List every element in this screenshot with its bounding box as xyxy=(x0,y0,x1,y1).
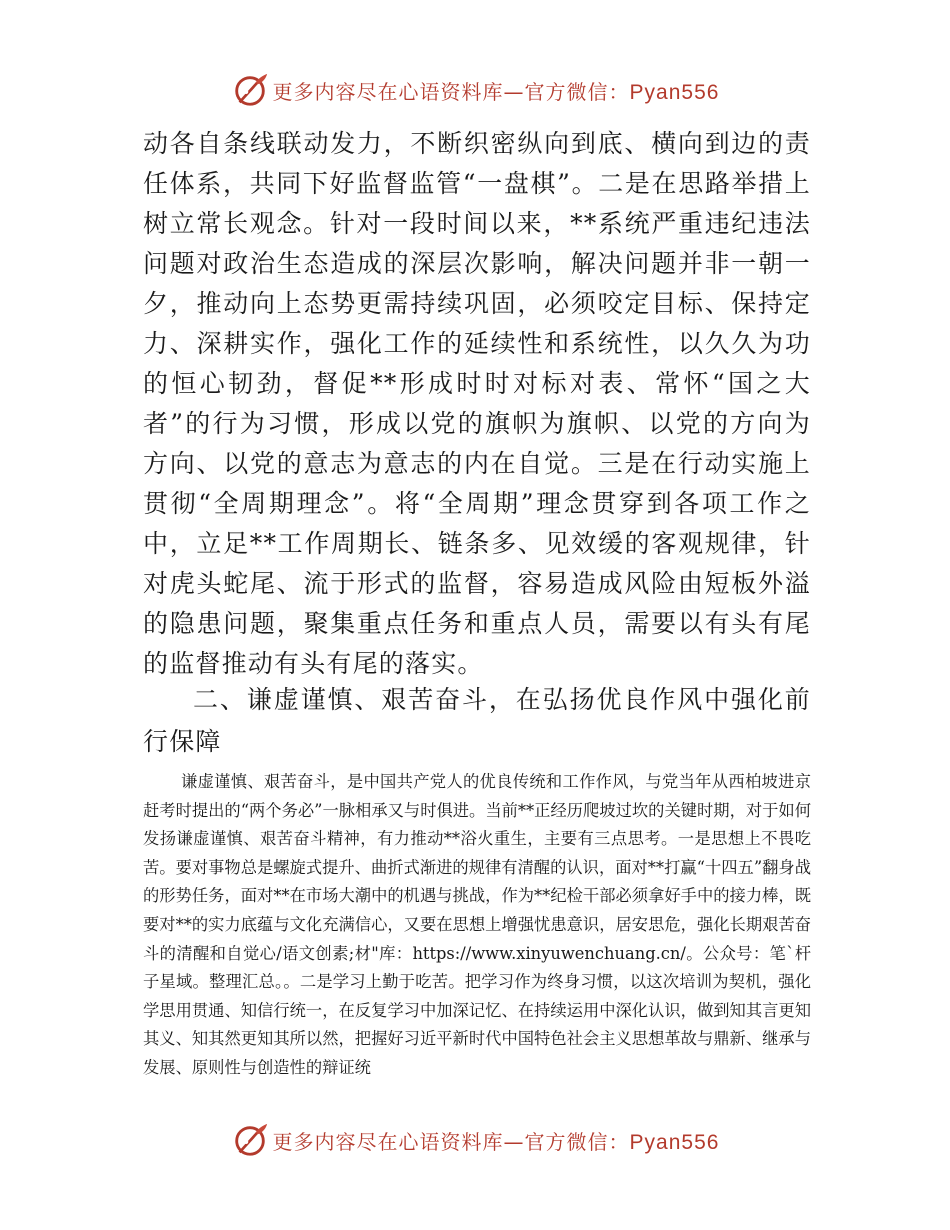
header-watermark-banner xyxy=(0,68,950,112)
body-paragraph-2: 谦虚谨慎、艰苦奋斗，是中国共产党人的优良传统和工作作风，与党当年从西柏坡进京赶考时提出的“两个务必”一脉相承又与时俱进。当前**正经历爬坡过坎的关键时期，对于如何发扬谦虚谨慎、艰苦奋斗精神，有力推动**浴火重生，主要有三点思考。一是思想上不畏吃苦。要对事物总是螺旋式提升、曲折式渐进的规律有清醒的认识，面对**打赢“十四五”翻身战的形势任务，面对**在市场大潮中的机遇与挑战，作为**纪检干部必须拿好手中的接力棒，既要对**的实力底蕴与文化充满信心，又要在思想上增强忧患意识，居安思危，强化长期艰苦奋斗的清醒和自觉心/语文创素;材"库：https://www.xinyuwenchuang.cn/。公众号：笔`杆子星域。整理汇总。。二是学习上勤于吃苦。把学习作为终身习惯，以这次培训为契机，强化学思用贯通、知信行统一，在反复学习中加深记忆、在持续运用中深化认识，做到知其言更知其义、知其然更知其所以然，把握好习近平新时代中国特色社会主义思想革故与鼎新、继承与发展、原则性与创造性的辩证统 xyxy=(143,772,811,1077)
footer-watermark-banner xyxy=(0,1118,950,1162)
wechat-id: Pyan556 xyxy=(629,1130,720,1154)
quill-pen-logo-icon xyxy=(231,1121,269,1159)
body-paragraph-1: 动各自条线联动发力，不断织密纵向到底、横向到边的责任体系，共同下好监督监管“一盘棋”。二是在思路举措上树立常长观念。针对一段时间以来，**系统严重违纪违法问题对政治生态造成的深层次影响，解决问题并非一朝一夕，推动向上态势更需持续巩固，必须咬定目标、保持定力、深耕实作，强化工作的延续性和系统性，以久久为功的恒心韧劲，督促**形成时时对标对表、常怀“国之大者”的行为习惯，形成以党的旗帜为旗帜、以党的方向为方向、以党的意志为意志的内在自觉。三是在行动实施上贯彻“全周期理念”。将“全周期”理念贯穿到各项工作之中，立足**工作周期长、链条多、见效缓的客观规律，针对虎头蛇尾、流于形式的监督，容易造成风险由短板外溢的隐患问题，聚集重点任务和重点人员，需要以有头有尾的监督推动有头有尾的落实。 xyxy=(143,129,811,678)
watermark-text: 更多内容尽在心语资料库—官方微信：Pyan556 xyxy=(272,79,720,104)
watermark-text: 更多内容尽在心语资料库—官方微信：Pyan556 xyxy=(272,1129,720,1154)
wechat-id: Pyan556 xyxy=(629,80,720,104)
quill-pen-logo-icon xyxy=(231,71,269,109)
section-heading-2: 二、谦虚谨慎、艰苦奋斗，在弘扬优良作风中强化前行保障 xyxy=(143,685,811,756)
